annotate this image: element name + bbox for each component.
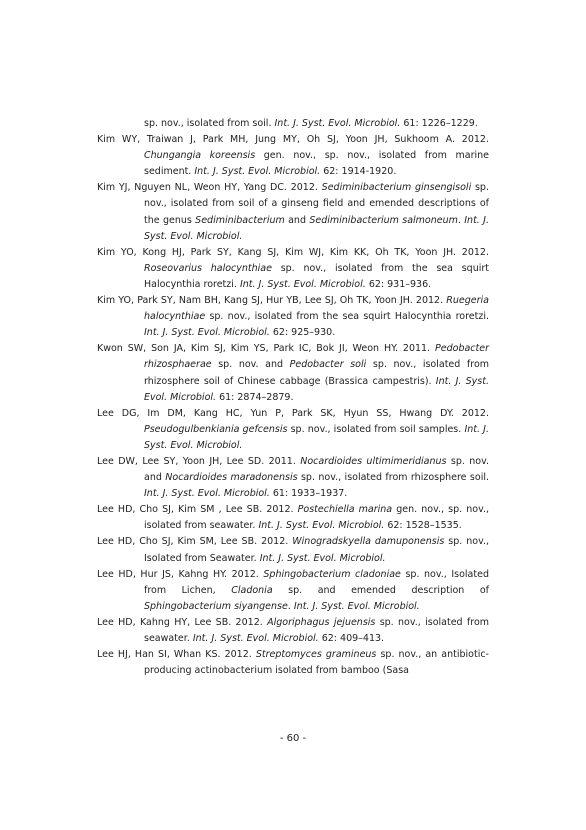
reference-text: .: [457, 214, 465, 226]
reference-italic-text: Postechiella marina: [297, 504, 393, 516]
reference-text: 61: 1933–1937.: [269, 488, 348, 500]
reference-italic-text: Int. J. Syst. Evol. Microbiol.: [239, 278, 366, 290]
reference-italic-text: Pedobacter soli: [289, 359, 367, 371]
reference-entry: [97, 293, 489, 341]
reference-text: sp. nov., isolated from seawater.: [144, 616, 490, 644]
reference-italic-text: Int. J. Syst. Evol. Microbiol.: [194, 166, 321, 178]
reference-entry: [97, 534, 489, 566]
reference-entry: [97, 180, 489, 244]
reference-text: sp. nov., isolated from soil of a ginseng field and emended descriptions of the genus: [144, 182, 489, 226]
reference-italic-text: Algoriphagus jejuensis: [267, 616, 376, 628]
reference-text: 62: 1914-1920.: [320, 166, 397, 178]
reference-text: gen. nov., sp. nov., isolated from seawater.: [144, 504, 489, 532]
reference-italic-text: Int. J. Syst. Evol. Microbiol.: [144, 214, 489, 242]
reference-text: 62: 931–936.: [365, 278, 432, 290]
reference-text: Lee DG, Im DM, Kang HC, Yun P, Park SK, Hyun SS, Hwang DY. 2012.: [97, 407, 489, 419]
reference-italic-text: Pseudogulbenkiania gefcensis: [144, 423, 288, 435]
reference-italic-text: Int. J. Syst. Evol. Microbiol.: [258, 520, 385, 532]
reference-italic-text: Int. J. Syst. Evol. Microbiol.: [274, 118, 401, 129]
reference-entry: [97, 406, 489, 454]
reference-italic-text: Sphingobacterium cladoniae: [263, 568, 401, 580]
reference-italic-text: Cladonia: [231, 584, 273, 596]
reference-text: .: [287, 600, 294, 612]
reference-text: sp. nov., Isolated from Lichen,: [144, 568, 489, 596]
reference-entry: [97, 502, 489, 534]
reference-text: 62: 1528–1535.: [384, 520, 462, 532]
reference-text: Lee HD, Hur JS, Kahng HY. 2012.: [97, 568, 264, 580]
reference-text: sp. nov., isolated from the sea squirt Halocynthia roretzi.: [144, 262, 489, 290]
reference-text: Lee HJ, Han SI, Whan KS. 2012.: [97, 649, 256, 661]
reference-text: 62: 925–930.: [269, 327, 336, 339]
reference-text: Kim YO, Kong HJ, Park SY, Kang SJ, Kim WJ, Kim KK, Oh TK, Yoon JH. 2012.: [97, 246, 489, 258]
reference-italic-text: Int. J. Syst. Evol. Microbiol.: [144, 327, 270, 339]
reference-text: sp. nov., isolated from rhizosphere soil of Chinese cabbage (Brassica campestris).: [144, 359, 490, 387]
reference-italic-text: Chungangia koreensis: [144, 150, 256, 162]
reference-italic-text: Streptomyces gramineus: [255, 649, 377, 661]
reference-text: sp. nov., isolated from rhizosphere soil.: [297, 472, 489, 484]
reference-entry: [97, 454, 489, 502]
reference-text: Kwon SW, Son JA, Kim SJ, Kim YS, Park IC, Bok JI, Weon HY. 2011.: [97, 343, 436, 355]
reference-list: [97, 116, 489, 679]
reference-text: Kim YJ, Nguyen NL, Weon HY, Yang DC. 2012.: [97, 182, 322, 194]
reference-text: sp. nov., Isolated from Seawater.: [144, 536, 490, 564]
reference-entry: [97, 116, 489, 132]
reference-italic-text: Sediminibacterium ginsengisoli: [321, 182, 472, 194]
reference-text: sp. nov. and: [211, 359, 290, 371]
reference-italic-text: Int. J. Syst. Evol. Microbiol.: [293, 600, 420, 612]
reference-text: 61: 2874–2879.: [216, 391, 294, 403]
reference-text: Kim YO, Park SY, Nam BH, Kang SJ, Hur YB, Lee SJ, Oh TK, Yoon JH. 2012.: [97, 295, 447, 307]
reference-italic-text: Sediminibacterium salmoneum: [309, 214, 458, 226]
reference-entry: [97, 615, 489, 647]
reference-italic-text: Nocardioides ultimimeridianus: [300, 455, 447, 467]
reference-entry: [97, 647, 489, 679]
reference-entry: [97, 132, 489, 180]
reference-text: gen. nov., sp. nov., isolated from marine sediment.: [144, 150, 489, 178]
reference-italic-text: Sphingobacterium siyangense: [144, 600, 288, 612]
reference-italic-text: Pedobacter rhizosphaerae: [144, 343, 489, 371]
page-number: - 60 -: [279, 733, 307, 744]
reference-text: 62: 409–413.: [318, 633, 385, 644]
reference-text: sp. nov., an antibiotic-producing actinobacterium isolated from bamboo (Sasa: [144, 649, 489, 677]
reference-text: Lee DW, Lee SY, Yoon JH, Lee SD. 2011.: [97, 455, 301, 467]
reference-text: sp. nov., isolated from the sea squirt Halocynthia roretzi.: [205, 311, 489, 323]
reference-text: 61: 1226–1229.: [400, 118, 478, 129]
reference-entry: [97, 245, 489, 293]
reference-italic-text: Int. J. Syst. Evol. Microbiol.: [192, 633, 319, 644]
reference-italic-text: Ruegeria halocynthiae: [144, 295, 489, 323]
reference-italic-text: Winogradskyella damuponensis: [292, 536, 445, 548]
reference-text: Kim WY, Traiwan J, Park MH, Jung MY, Oh SJ, Yoon JH, Sukhoom A. 2012.: [97, 134, 489, 146]
reference-italic-text: Int. J. Syst. Evol. Microbiol.: [144, 375, 490, 403]
reference-italic-text: Sediminibacterium: [195, 214, 285, 226]
reference-entry: [97, 341, 489, 405]
reference-text: sp. nov. and: [144, 455, 489, 484]
reference-italic-text: Roseovarius halocynthiae: [144, 262, 272, 274]
reference-text: sp. and emended description of: [272, 584, 489, 596]
reference-text: sp. nov., isolated from soil.: [144, 118, 275, 129]
reference-italic-text: Int. J. Syst. Evol. Microbiol.: [144, 488, 270, 500]
reference-italic-text: Int. J. Syst. Evol. Microbiol.: [259, 552, 386, 564]
reference-text: Lee HD, Kahng HY, Lee SB. 2012.: [97, 616, 268, 628]
reference-text: sp. nov., isolated from soil samples.: [287, 423, 465, 435]
reference-italic-text: Nocardioides maradonensis: [165, 472, 298, 484]
reference-text: Lee HD, Cho SJ, Kim SM , Lee SB. 2012.: [97, 504, 298, 516]
reference-italic-text: Int. J. Syst. Evol. Microbiol.: [144, 423, 489, 451]
reference-text: Lee HD, Cho SJ, Kim SM, Lee SB. 2012.: [97, 536, 293, 548]
reference-text: and: [284, 214, 310, 226]
reference-entry: [97, 567, 489, 615]
